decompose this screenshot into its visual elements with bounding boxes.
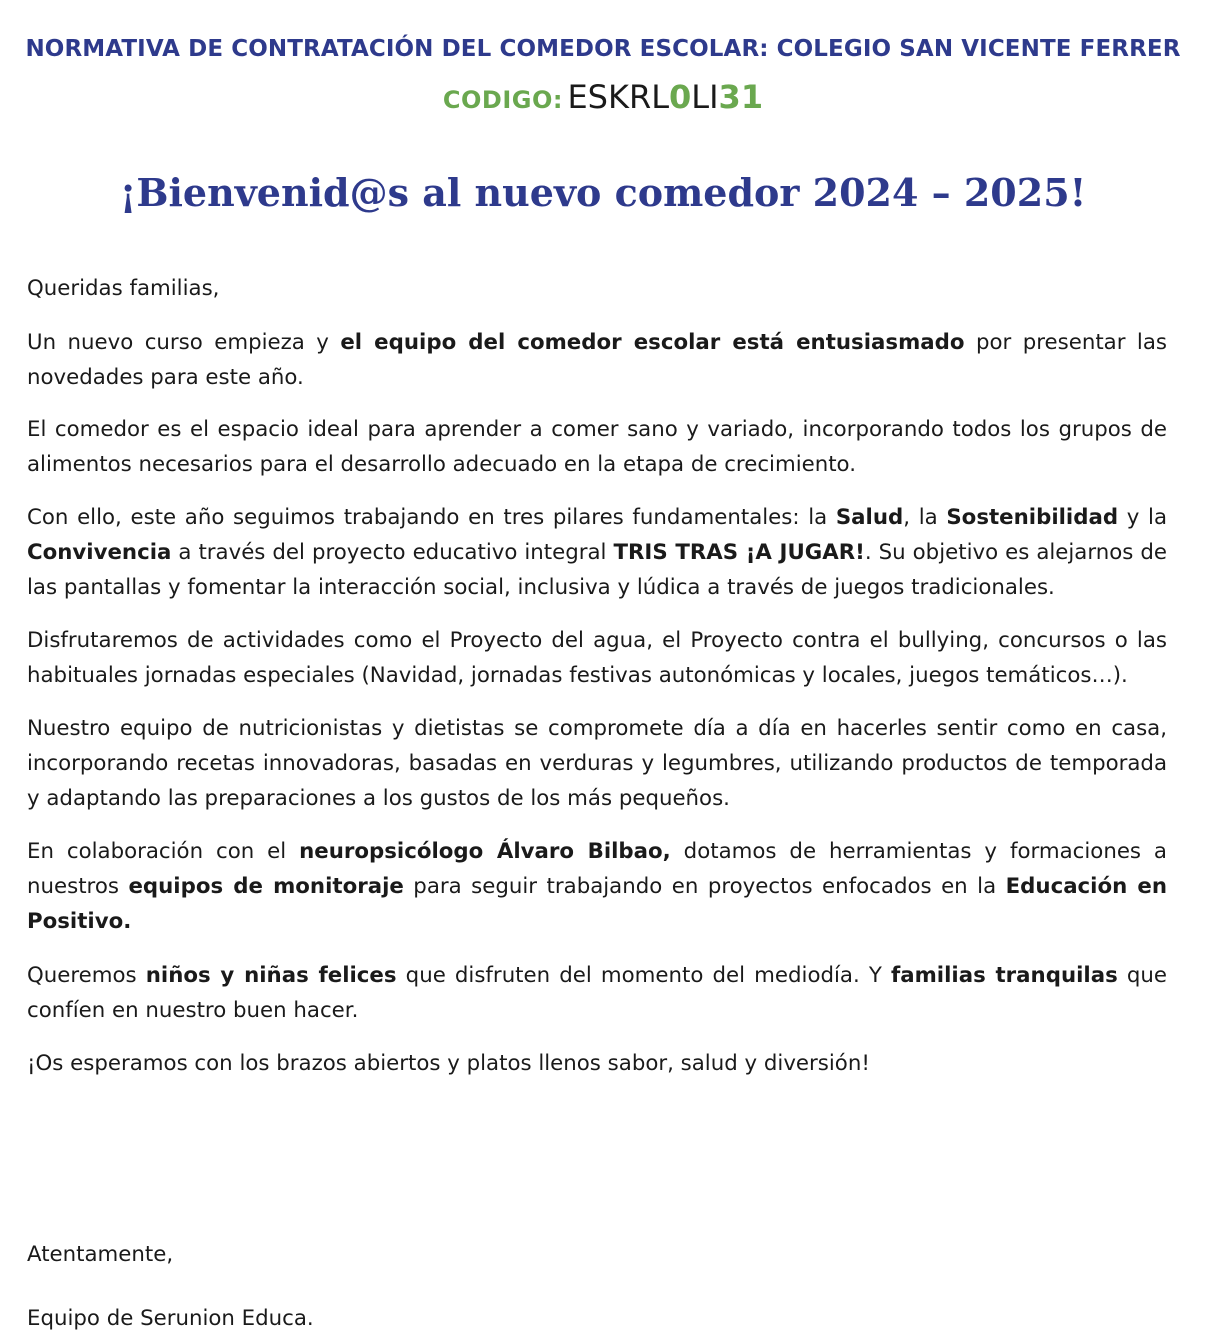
p7-text-a: Queremos (27, 963, 146, 988)
paragraph-1 (27, 325, 1167, 395)
p6-text-a: En colaboración con el (27, 839, 300, 864)
p7-text-e: que confíen en nuestro buen hacer. (27, 963, 1168, 1023)
p3-bold-h: TRIS TRAS ¡A JUGAR! (613, 540, 865, 565)
signoff: Atentamente, (27, 1242, 174, 1267)
p3-bold-d: Sostenibilidad (946, 505, 1119, 530)
paragraph-2: El comedor es el espacio ideal para aprender a comer sano y variado, incorporando todos los grupos de alimentos necesarios para el desarrollo adecuado en la etapa de crecimiento. (27, 417, 1167, 477)
greeting: Queridas familias, (27, 276, 220, 301)
p3-text-i: . Su objetivo es alejarnos de las pantallas y fomentar la interacción social, inclusiva y lúdica a través de juegos tradicionales. (27, 540, 1167, 600)
p6-bold-f: Educación en Positivo. (27, 874, 1168, 934)
signature: Equipo de Serunion Educa. (27, 1306, 314, 1331)
p3-bold-f: Convivencia (27, 540, 172, 565)
code-part-4: 31 (718, 78, 764, 116)
p1-bold-b: el equipo del comedor escolar está entusiasmado (340, 330, 965, 355)
p6-text-c: dotamos de herramientas y formaciones a nuestros (27, 839, 1167, 899)
code-value (567, 78, 763, 116)
code-label: CODIGO: (442, 86, 563, 114)
document-title: NORMATIVA DE CONTRATACIÓN DEL COMEDOR ESCOLAR: COLEGIO SAN VICENTE FERRER (25, 36, 1181, 62)
p1-text-a: Un nuevo curso empieza y (27, 330, 341, 355)
p3-bold-b: Salud (835, 505, 904, 530)
code-part-2: 0 (669, 78, 692, 116)
code-part-3: LI (691, 78, 719, 116)
code-line (0, 78, 1206, 116)
p3-text-c: , la (903, 505, 947, 530)
p3-text-a: Con ello, este año seguimos trabajando en tres pilares fundamentales: la (27, 505, 836, 530)
paragraph-7 (27, 958, 1167, 1028)
welcome-heading: ¡Bienvenid@s al nuevo comedor 2024 – 2025! (119, 170, 1087, 215)
p6-bold-d: equipos de monitoraje (128, 874, 404, 899)
p6-bold-b: neuropsicólogo Álvaro Bilbao, (299, 839, 671, 864)
paragraph-3 (27, 500, 1167, 605)
code-part-1: ESKRL (567, 78, 670, 116)
paragraph-6 (27, 834, 1167, 939)
p7-bold-b: niños y niñas felices (145, 963, 397, 988)
p7-bold-d: familias tranquilas (890, 963, 1118, 988)
p3-text-e: y la (1118, 505, 1167, 530)
p7-text-c: que disfruten del momento del mediodía. Y (396, 963, 891, 988)
closing-line: ¡Os esperamos con los brazos abiertos y platos llenos sabor, salud y diversión! (27, 1051, 870, 1076)
p1-text-c: por presentar las novedades para este año. (27, 330, 1167, 390)
paragraph-4: Disfrutaremos de actividades como el Proyecto del agua, el Proyecto contra el bullying, concursos o las habituales jornadas especiales (Navidad, jornadas festivas autonómicas y locales, juegos temáticos…). (27, 628, 1167, 688)
paragraph-5: Nuestro equipo de nutricionistas y dietistas se compromete día a día en hacerles sentir como en casa, incorporando recetas innovadoras, basadas en verduras y legumbres, utilizando productos de temporada y adaptando las preparaciones a los gustos de los más pequeños. (27, 716, 1167, 811)
p6-text-e: para seguir trabajando en proyectos enfocados en la (403, 874, 1006, 899)
p3-text-g: a través del proyecto educativo integral (171, 540, 614, 565)
